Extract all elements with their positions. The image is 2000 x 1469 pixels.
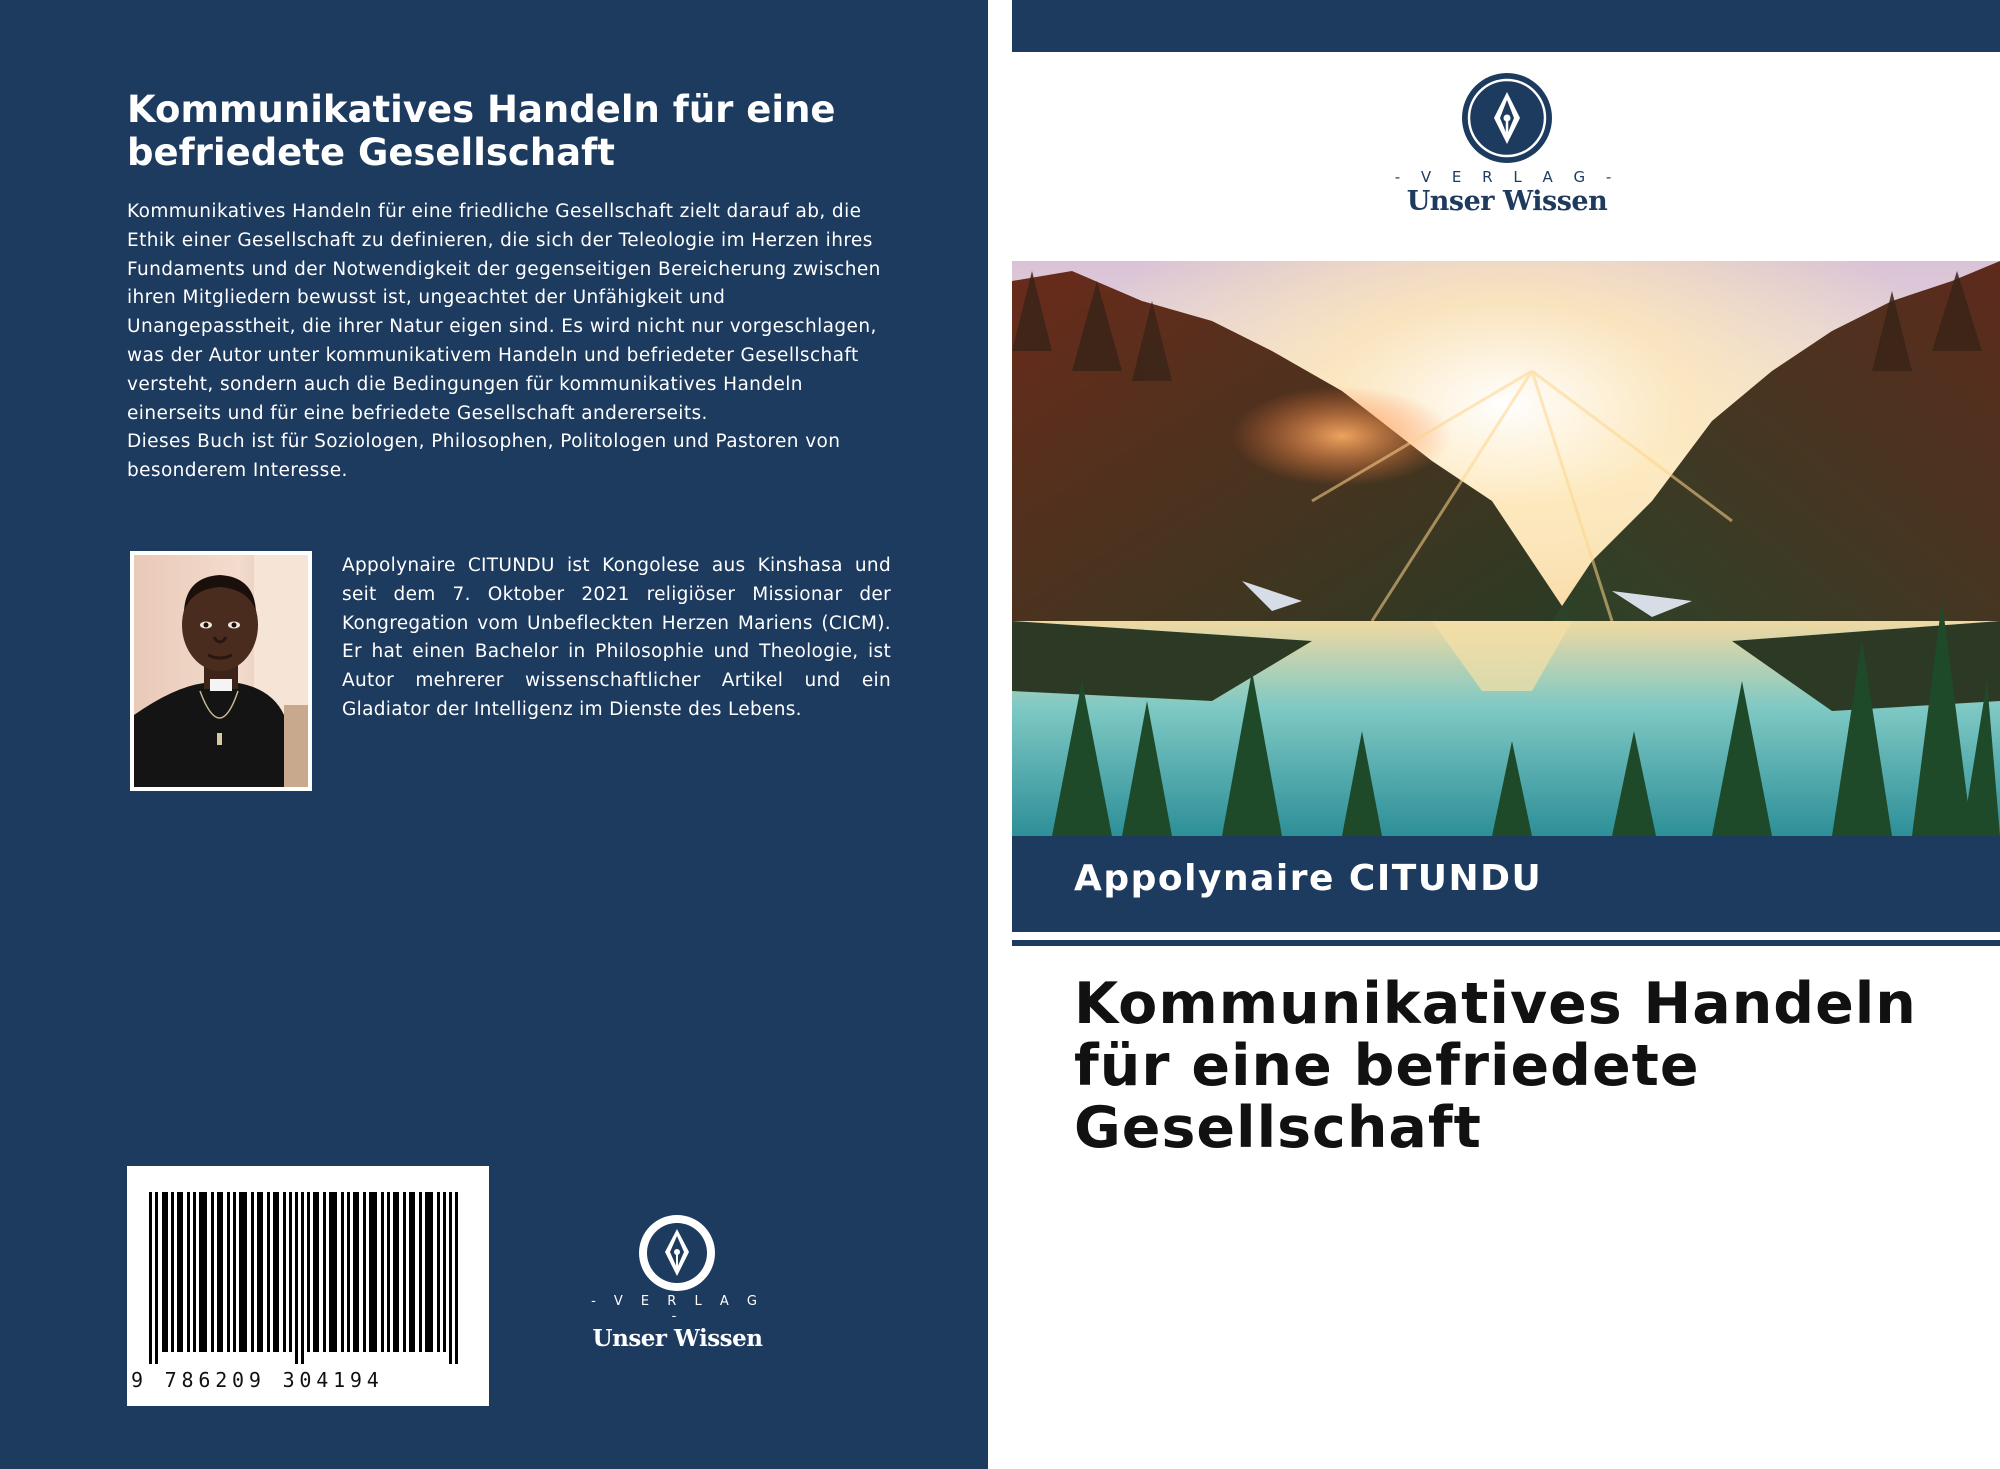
fountain-pen-nib-icon: [1461, 72, 1553, 164]
front-publisher-logo: [1372, 72, 1642, 227]
isbn-digits: 9 786209 304194: [131, 1368, 384, 1392]
title-line-1: Kommunikatives Handeln: [1074, 971, 1917, 1037]
front-logo-verlag: - V E R L A G -: [1394, 168, 1620, 186]
mountain-lake-sunset-photo: [1012, 261, 2000, 836]
top-band: [1012, 0, 2000, 52]
title-line-2: für eine befriedete: [1074, 1033, 1700, 1099]
book-blurb: [127, 198, 887, 486]
barcode: [127, 1166, 489, 1406]
author-name: Appolynaire CITUNDU: [1074, 858, 1543, 899]
front-cover: [1012, 0, 2000, 1469]
blurb-paragraph-2: Dieses Buch ist für Soziologen, Philosophen, Politologen und Pastoren von besonderem Interesse.: [127, 431, 841, 482]
back-cover: [0, 0, 988, 1469]
author-band: [1012, 836, 2000, 932]
back-logo-brand: Unser Wissen: [592, 1325, 763, 1352]
front-logo-brand: Unser Wissen: [1406, 186, 1608, 217]
spine: [988, 0, 1012, 1469]
blurb-paragraph-1: Kommunikatives Handeln für eine friedliche Gesellschaft zielt darauf ab, die Ethik einer Gesellschaft zu definieren, die sich der Teleologie im Herzen ihres Fundaments und der Notwendigkeit der gegenseitigen Bereicherung zwischen ihren Mitgliedern bewusst ist, ungeachtet der Unfähigkeit und Unangepasstheit, die ihrer Natur eigen sind. Es wird nicht nur vorgeschlagen, was der Autor unter kommunikativem Handeln und befriedeter Gesellschaft versteht, sondern auch die Bedingungen für kommunikatives Handeln einerseits und für eine befriedete Gesellschaft andererseits.: [127, 201, 881, 424]
back-logo-verlag: - V E R L A G -: [591, 1294, 764, 1324]
author-photo: [130, 551, 312, 791]
divider-rule: [1012, 940, 2000, 946]
author-bio: Appolynaire CITUNDU ist Kongolese aus Kinshasa und seit dem 7. Oktober 2021 religiöser Missionar der Kongregation vom Unbefleckten Herzen Mariens (CICM). Er hat einen Bachelor in Philosophie und Theologie, ist Autor mehrerer wissenschaftlicher Artikel und ein Gladiator der Intelligenz im Dienste des Lebens.: [342, 555, 891, 720]
title-line-3: Gesellschaft: [1074, 1095, 1482, 1161]
fountain-pen-nib-icon: [638, 1214, 716, 1292]
front-cover-title: [1074, 973, 1954, 1159]
back-cover-title: Kommunikatives Handeln für eine befriedete Gesellschaft: [127, 88, 836, 174]
back-publisher-logo: [585, 1214, 770, 1352]
